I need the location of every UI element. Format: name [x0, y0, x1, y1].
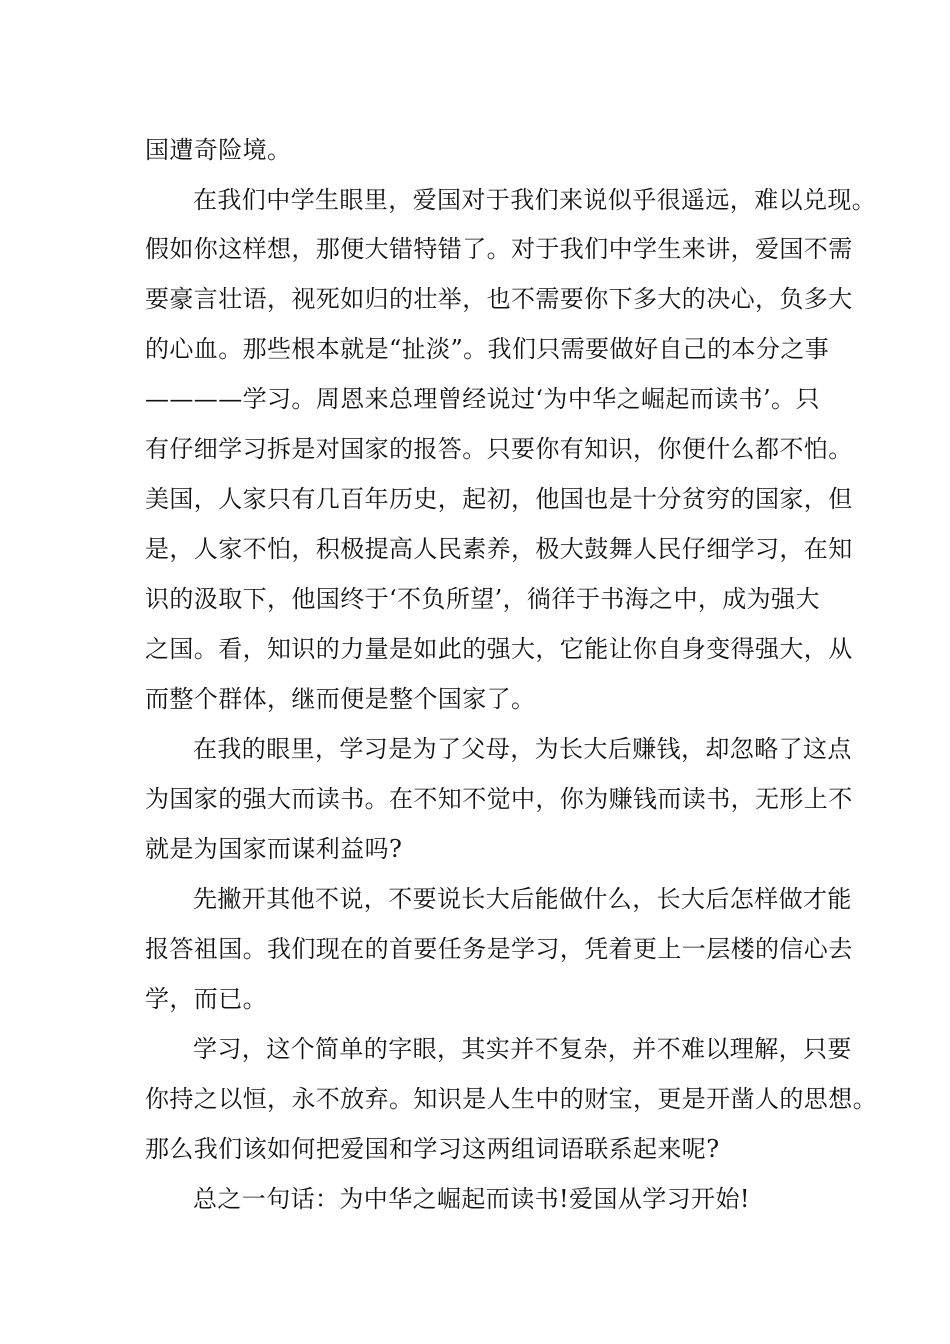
paragraph-first-line: 在我们中学生眼里，爱国对于我们来说似乎很遥远，难以兑现。 — [193, 186, 877, 214]
text-line: 那么我们该如何把爱国和学习这两组词语联系起来呢? — [145, 1135, 720, 1163]
text-line: 而整个群体，继而便是整个国家了。 — [145, 685, 536, 713]
paragraph-first-line: 先撇开其他不说，不要说长大后能做什么，长大后怎样做才能 — [193, 885, 852, 913]
text-line: 识的汲取下，他国终于‘不负所望’，徜徉于书海之中，成为强大 — [145, 585, 820, 613]
text-line: 国遭奇险境。 — [145, 136, 292, 164]
text-line: ————学习。周恩来总理曾经说过‘为中华之崛起而读书’。只 — [145, 385, 820, 413]
text-line: 有仔细学习拆是对国家的报答。只要你有知识，你便什么都不怕。 — [145, 435, 853, 463]
text-line: 的心血。那些根本就是“扯淡”。我们只需要做好自己的本分之事 — [145, 335, 830, 363]
text-line: 学，而已。 — [145, 985, 267, 1013]
text-line: 就是为国家而谋利益吗? — [145, 835, 403, 863]
paragraph-first-line: 在我的眼里，学习是为了父母，为长大后赚钱，却忽略了这点 — [193, 735, 852, 763]
text-line: 假如你这样想，那便大错特错了。对于我们中学生来讲，爱国不需 — [145, 235, 853, 263]
text-line: 报答祖国。我们现在的首要任务是学习，凭着更上一层楼的信心去 — [145, 935, 853, 963]
paragraph-first-line: 总之一句话：为中华之崛起而读书!爱国从学习开始! — [193, 1185, 750, 1213]
text-line: 为国家的强大而读书。在不知不觉中，你为赚钱而读书，无形上不 — [145, 785, 853, 813]
text-line: 是，人家不怕，积极提高人民素养，极大鼓舞人民仔细学习，在知 — [145, 535, 853, 563]
text-line: 美国，人家只有几百年历史，起初，他国也是十分贫穷的国家，但 — [145, 485, 853, 513]
text-line: 你持之以恒，永不放弃。知识是人生中的财宝，更是开凿人的思想。 — [145, 1085, 877, 1113]
text-line: 要豪言壮语，视死如归的壮举，也不需要你下多大的决心，负多大 — [145, 285, 853, 313]
text-line: 之国。看，知识的力量是如此的强大，它能让你自身变得强大，从 — [145, 635, 853, 663]
paragraph-first-line: 学习，这个简单的字眼，其实并不复杂，并不难以理解，只要 — [193, 1035, 852, 1063]
